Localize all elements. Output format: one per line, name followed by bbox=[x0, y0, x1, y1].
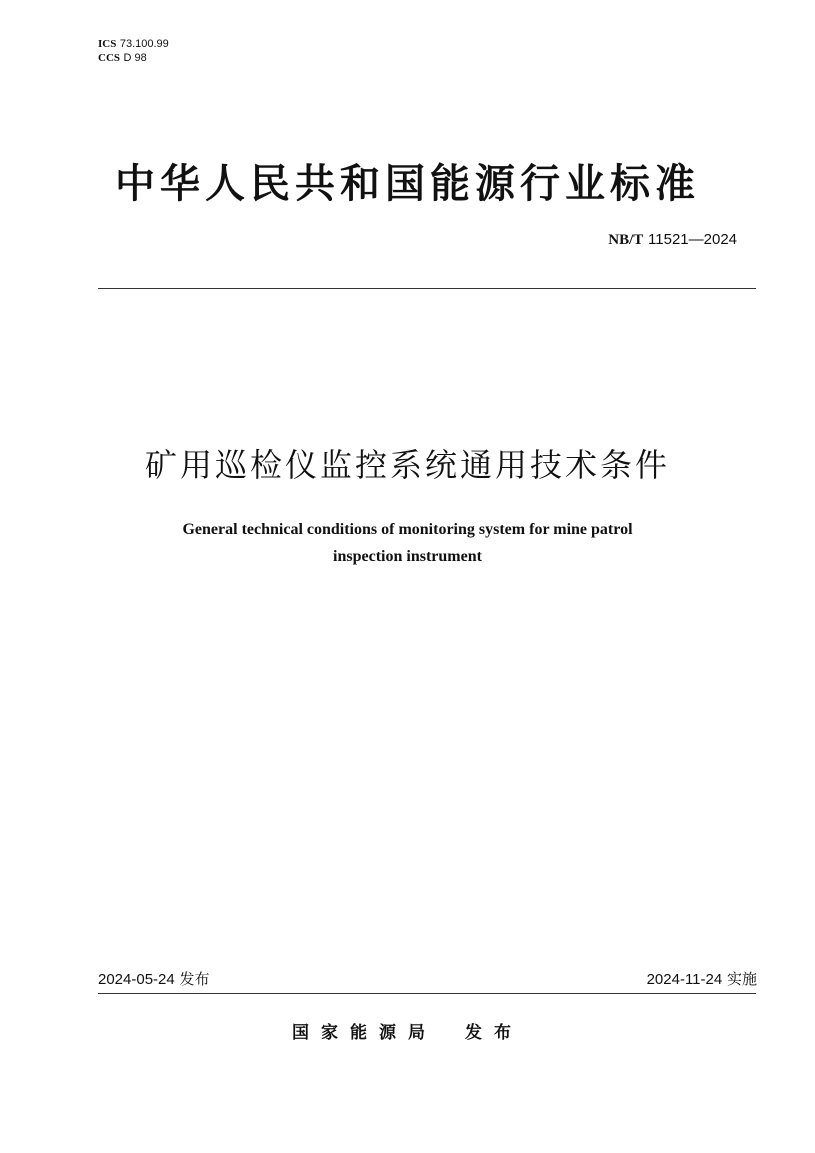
document-title-cn: 矿用巡检仪监控系统通用技术条件 bbox=[144, 446, 670, 484]
standard-category-title: 中华人民共和国能源行业标准 bbox=[115, 161, 700, 207]
document-title-en bbox=[100, 516, 715, 570]
header-divider bbox=[98, 288, 756, 289]
classification-codes bbox=[98, 37, 169, 65]
standard-number bbox=[608, 230, 737, 249]
ics-value: 73.100.99 bbox=[119, 38, 169, 50]
document-title-en-line1: General technical conditions of monitoring system for mine patrol bbox=[182, 521, 633, 538]
release-label: 发布 bbox=[179, 970, 210, 988]
implementation-date-value: 2024-11-24 bbox=[646, 971, 723, 988]
standard-number-value: 11521—2024 bbox=[648, 231, 737, 248]
standard-prefix: NB/T bbox=[608, 232, 644, 248]
ccs-label: CCS bbox=[98, 52, 121, 64]
issuing-action: 发布 bbox=[464, 1023, 523, 1043]
implementation-label: 实施 bbox=[726, 970, 757, 988]
issuing-organization: 国家能源局 bbox=[292, 1023, 438, 1043]
ics-line bbox=[98, 37, 169, 51]
ics-label: ICS bbox=[98, 38, 117, 50]
implementation-date bbox=[647, 968, 757, 989]
ccs-value: D 98 bbox=[123, 52, 147, 64]
footer-divider bbox=[98, 993, 756, 994]
release-date bbox=[98, 968, 210, 989]
release-date-value: 2024-05-24 bbox=[98, 971, 175, 988]
ccs-line bbox=[98, 51, 169, 65]
issuer-line bbox=[0, 1018, 815, 1043]
document-title-en-line2: inspection instrument bbox=[333, 548, 482, 565]
